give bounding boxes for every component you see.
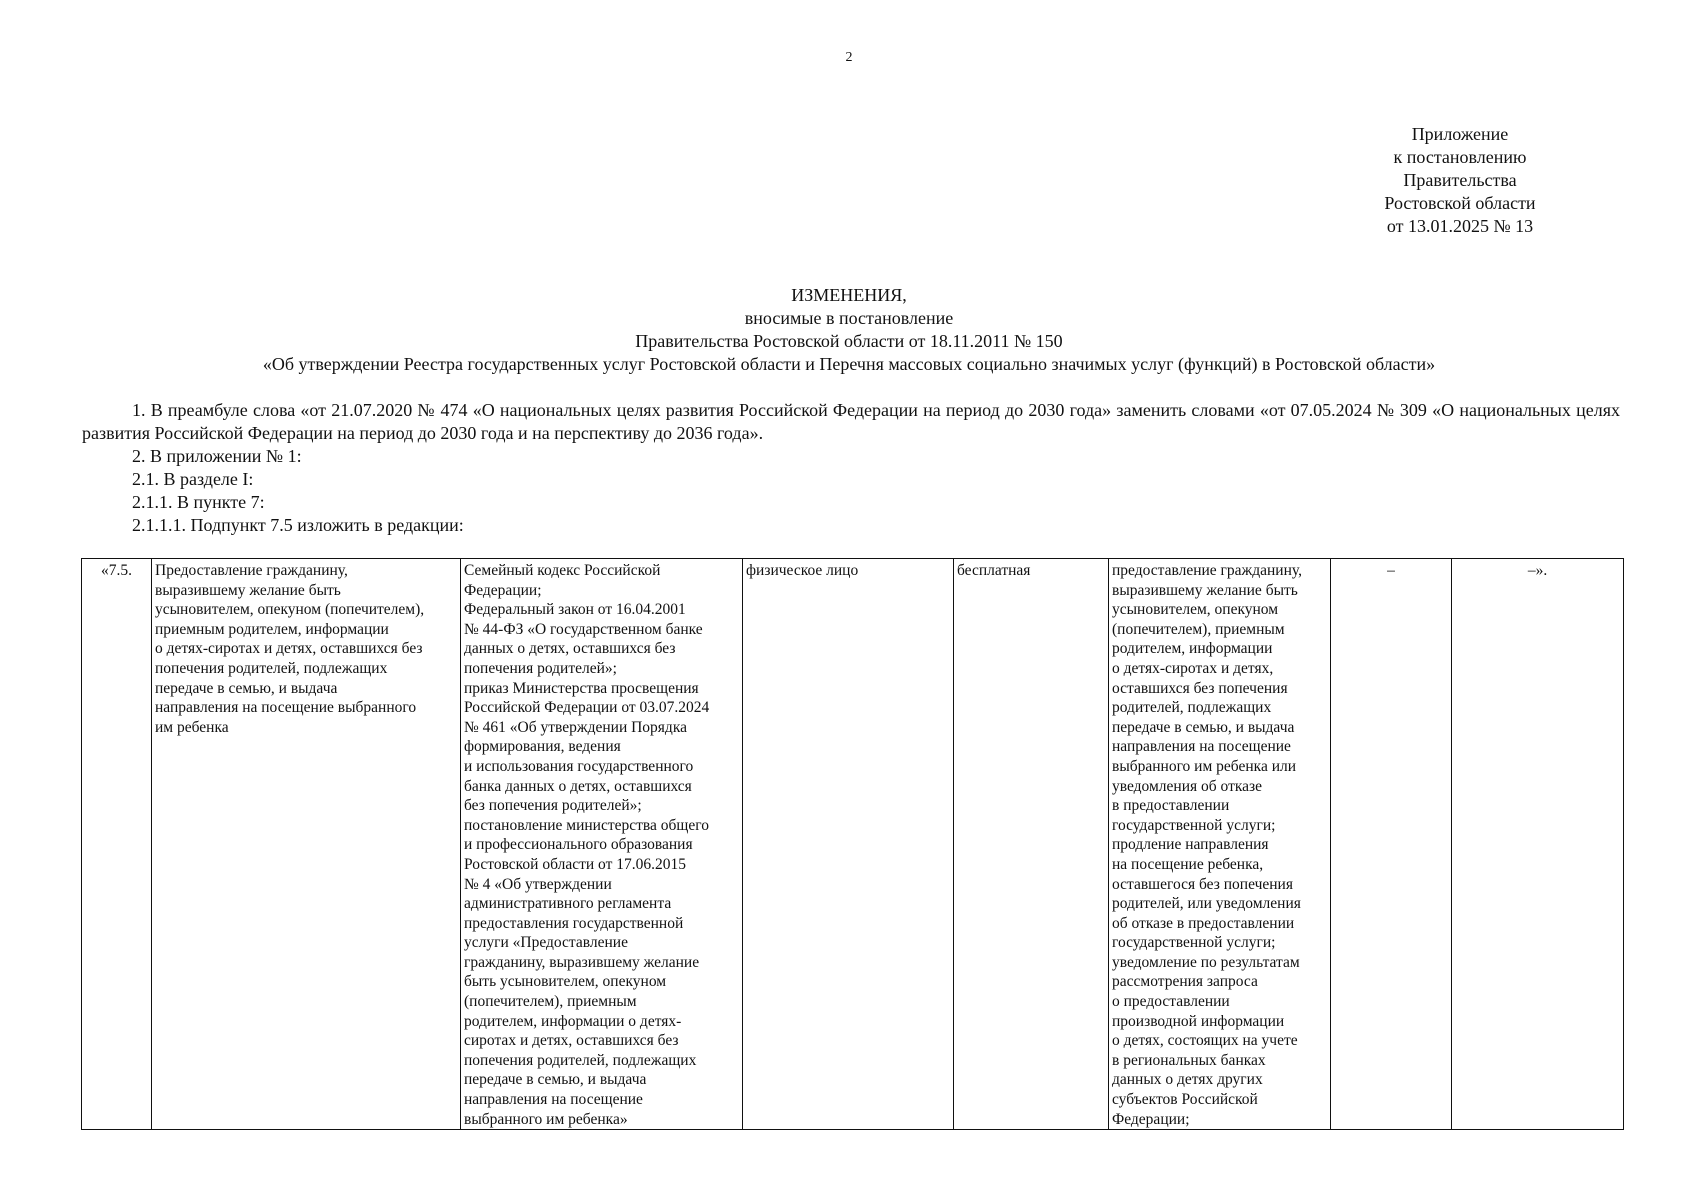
cell-line: данных о детях других — [1112, 1071, 1263, 1089]
cell-line: гражданину, выразившему желание — [464, 953, 700, 971]
cell-line: о детях, состоящих на учете — [1112, 1032, 1298, 1050]
cell-line: Ростовской области от 17.06.2015 — [464, 855, 686, 873]
services-table — [81, 558, 1624, 1130]
cell-line: приказ Министерства просвещения — [464, 679, 699, 697]
cell-line: усыновителем, опекуном (попечителем), — [155, 601, 425, 619]
cell-line: попечения родителей, подлежащих — [464, 1051, 697, 1069]
cell-line: № 461 «Об утверждении Порядка — [464, 718, 687, 736]
cell-line: родителем, информации о детях- — [464, 1012, 682, 1030]
cell-line: оставшегося без попечения — [1112, 875, 1293, 893]
cell-line: об отказе в предоставлении — [1112, 914, 1295, 932]
heading-line: Правительства Ростовской области от 18.11.2011 № 150 — [635, 331, 1063, 351]
cell-recipient: физическое лицо — [743, 559, 954, 1130]
cell-line: родителей, подлежащих — [1112, 699, 1272, 717]
cell-line: продление направления — [1112, 836, 1269, 854]
cell-line: Федеральный закон от 16.04.2001 — [464, 601, 686, 619]
cell-line: субъектов Российской — [1112, 1091, 1258, 1109]
cell-result — [1109, 559, 1331, 1130]
cell-line: приемным родителем, информации — [155, 620, 389, 638]
item-2: 2. В приложении № 1: — [132, 446, 302, 466]
cell-line: на посещение ребенка, — [1112, 855, 1264, 873]
cell-line: усыновителем, опекуном — [1112, 601, 1279, 619]
cell-line: о детях-сиротах и детях, — [1112, 659, 1274, 677]
cell-line: оставшихся без попечения — [1112, 679, 1288, 697]
table-row — [82, 559, 1624, 1130]
cell-line: административного регламента — [464, 895, 672, 913]
cell-line: № 4 «Об утверждении — [464, 875, 612, 893]
item-2-1-1-1: 2.1.1.1. Подпункт 7.5 изложить в редакции: — [132, 515, 464, 535]
cell-line: уведомление по результатам — [1112, 953, 1300, 971]
cell-line: сиротах и детях, оставшихся без — [464, 1032, 679, 1050]
cell-line: родителем, информации — [1112, 640, 1273, 658]
cell-line: выбранного им ребенка или — [1112, 757, 1297, 775]
cell-line: им ребенка — [155, 718, 229, 736]
cell-line: Российской Федерации от 03.07.2024 — [464, 699, 710, 717]
cell-line: передаче в семью, и выдача — [1112, 718, 1295, 736]
cell-line: (попечителем), приемным — [464, 993, 637, 1011]
appendix-block — [1330, 123, 1590, 238]
cell-line: родителей, или уведомления — [1112, 895, 1301, 913]
cell-col9: –». — [1452, 559, 1624, 1130]
page-number: 2 — [845, 50, 853, 65]
item-2-1-1: 2.1.1. В пункте 7: — [132, 492, 265, 512]
cell-line: (попечителем), приемным — [1112, 620, 1285, 638]
cell-line: в региональных банках — [1112, 1051, 1266, 1069]
cell-line: направления на посещение — [464, 1091, 643, 1109]
cell-line: предоставление гражданину, — [1112, 562, 1302, 579]
cell-line: формирования, ведения — [464, 738, 621, 756]
cell-line: Семейный кодекс Российской — [464, 562, 661, 579]
cell-item-number: «7.5. — [82, 559, 152, 1130]
cell-line: быть усыновителем, опекуном — [464, 973, 667, 991]
cell-line: постановление министерства общего — [464, 816, 709, 834]
cell-line: Предоставление гражданину, — [155, 562, 348, 579]
document-heading — [0, 284, 1698, 376]
cell-line: о детях-сиротах и детях, оставшихся без — [155, 640, 423, 658]
cell-line: Федерации; — [464, 581, 542, 599]
heading-line: вносимые в постановление — [744, 308, 954, 328]
cell-line: данных о детях, оставшихся без — [464, 640, 676, 658]
cell-col8: – — [1331, 559, 1452, 1130]
body-text — [82, 399, 1620, 537]
cell-line: № 44-ФЗ «О государственном банке — [464, 620, 703, 638]
cell-line: направления на посещение — [1112, 738, 1291, 756]
cell-line: передаче в семью, и выдача — [155, 679, 338, 697]
cell-line: попечения родителей»; — [464, 659, 617, 677]
heading-line: «Об утверждении Реестра государственных услуг Ростовской области и Перечня массовых социально значимых услуг (функций) в Ростовской области» — [262, 354, 1436, 374]
appendix-line: от 13.01.2025 № 13 — [1386, 216, 1534, 236]
cell-line: уведомления об отказе — [1112, 777, 1263, 795]
cell-line: производной информации — [1112, 1012, 1285, 1030]
cell-line: направления на посещение выбранного — [155, 699, 417, 717]
appendix-line: Правительства — [1403, 170, 1517, 190]
appendix-line: Ростовской области — [1384, 193, 1536, 213]
cell-payment: бесплатная — [954, 559, 1109, 1130]
cell-line: выразившему желание быть — [155, 581, 341, 599]
cell-legal-basis — [461, 559, 743, 1130]
item-2-1: 2.1. В разделе I: — [132, 469, 254, 489]
cell-line: выразившему желание быть — [1112, 581, 1298, 599]
heading-title: ИЗМЕНЕНИЯ, — [791, 285, 907, 305]
cell-line: банка данных о детях, оставшихся — [464, 777, 692, 795]
cell-line: рассмотрения запроса — [1112, 973, 1258, 991]
cell-service-name — [152, 559, 461, 1130]
cell-line: передаче в семью, и выдача — [464, 1071, 647, 1089]
cell-line: услуги «Предоставление — [464, 934, 628, 952]
cell-line: попечения родителей, подлежащих — [155, 659, 388, 677]
cell-line: о предоставлении — [1112, 993, 1230, 1011]
cell-line: предоставления государственной — [464, 914, 684, 932]
cell-line: без попечения родителей»; — [464, 797, 642, 815]
paragraph-1: 1. В преамбуле слова «от 21.07.2020 № 474 «О национальных целях развития Российской Федерации на период до 2030 года» заменить словами «от 07.05.2024 № 309 «О национальных целях развития Российской Федерации на период до 2030 года и на перспективу до 2036 года». — [82, 400, 1620, 443]
appendix-line: к постановлению — [1393, 147, 1527, 167]
cell-line: выбранного им ребенка» — [464, 1110, 628, 1128]
cell-line: государственной услуги; — [1112, 934, 1276, 952]
cell-line: и профессионального образования — [464, 836, 693, 854]
cell-line: в предоставлении — [1112, 797, 1230, 815]
cell-line: и использования государственного — [464, 757, 694, 775]
cell-line: Федерации; — [1112, 1110, 1190, 1128]
cell-line: государственной услуги; — [1112, 816, 1276, 834]
appendix-line: Приложение — [1411, 124, 1509, 144]
